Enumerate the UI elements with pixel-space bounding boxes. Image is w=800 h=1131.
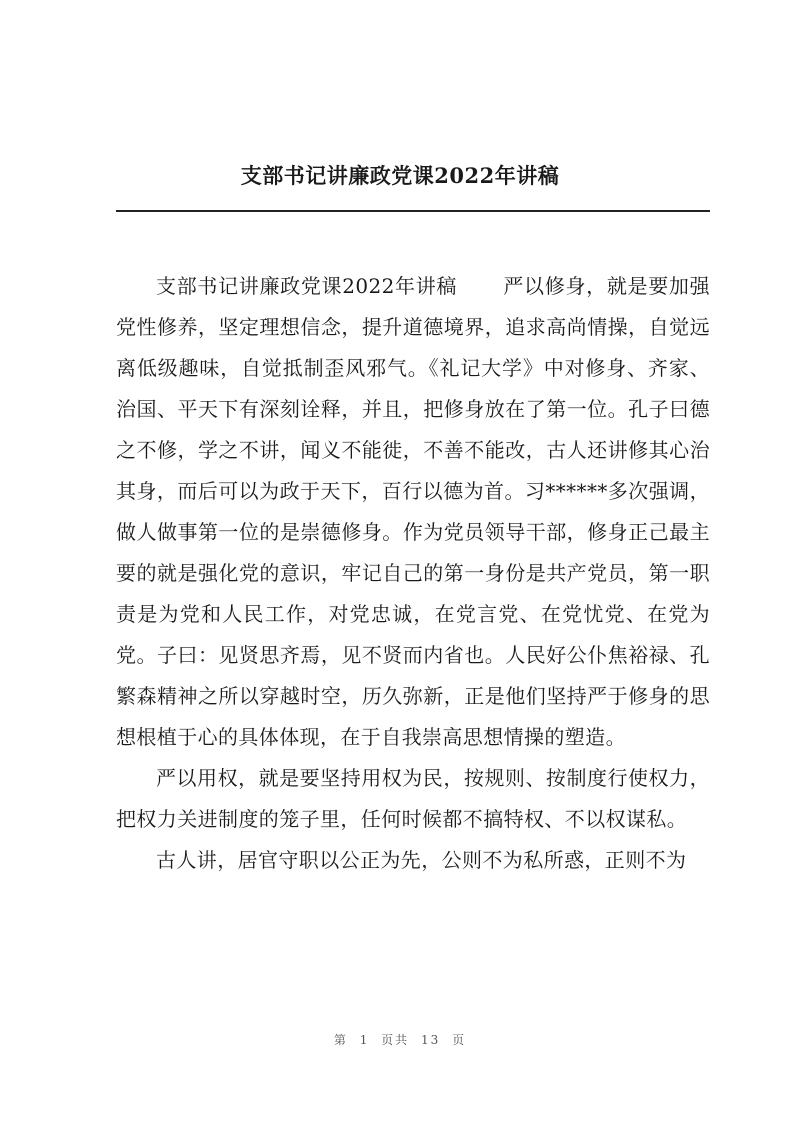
footer-label-prefix: 第 [333, 1033, 348, 1047]
footer-label-suffix: 页 [452, 1033, 467, 1047]
paragraph-lead-title: 支部书记讲廉政党课2022年讲稿 [156, 274, 458, 298]
paragraph-1-text: 严以修身，就是要加强党性修养，坚定理想信念，提升道德境界，追求高尚情操，自觉远离低级趣味，自觉抵制歪风邪气。《礼记大学》中对修身、齐家、治国、平天下有深刻诠释，并且，把修身放在了第一位。孔子曰德之不修，学之不讲，闻义不能徙，不善不能改，古人还讲修其心治其身，而后可以为政于天下，百行以德为首。习******多次强调，做人做事第一位的是崇德修身。作为党员领导干部，修身正己最主要的就是强化党的意识，牢记自己的第一身份是共产党员，第一职责是为党和人民工作，对党忠诚，在党言党、在党忧党、在党为党。子曰：见贤思齐焉，见不贤而内省也。人民好公仆焦裕禄、孔繁森精神之所以穿越时空，历久弥新，正是他们坚持严于修身的思想根植于心的具体体现，在于自我崇高思想情操的塑造。 [116, 274, 710, 749]
footer-current-page: 1 [359, 1033, 370, 1047]
footer-total-pages: 13 [421, 1033, 441, 1047]
page-title: 支部书记讲廉政党课2022年讲稿 [240, 163, 560, 188]
paragraph-2: 严以用权，就是要坚持用权为民，按规则、按制度行使权力，把权力关进制度的笼子里，任何时候都不搞特权、不以权谋私。 [116, 766, 710, 831]
paragraph-1 [116, 266, 710, 758]
paragraph-3: 古人讲，居官守职以公正为先，公则不为私所惑，正则不为 [156, 848, 687, 872]
page-footer [0, 1031, 800, 1048]
title-divider [116, 210, 710, 212]
footer-label-middle: 页共 [381, 1033, 410, 1047]
document-body [116, 266, 710, 881]
